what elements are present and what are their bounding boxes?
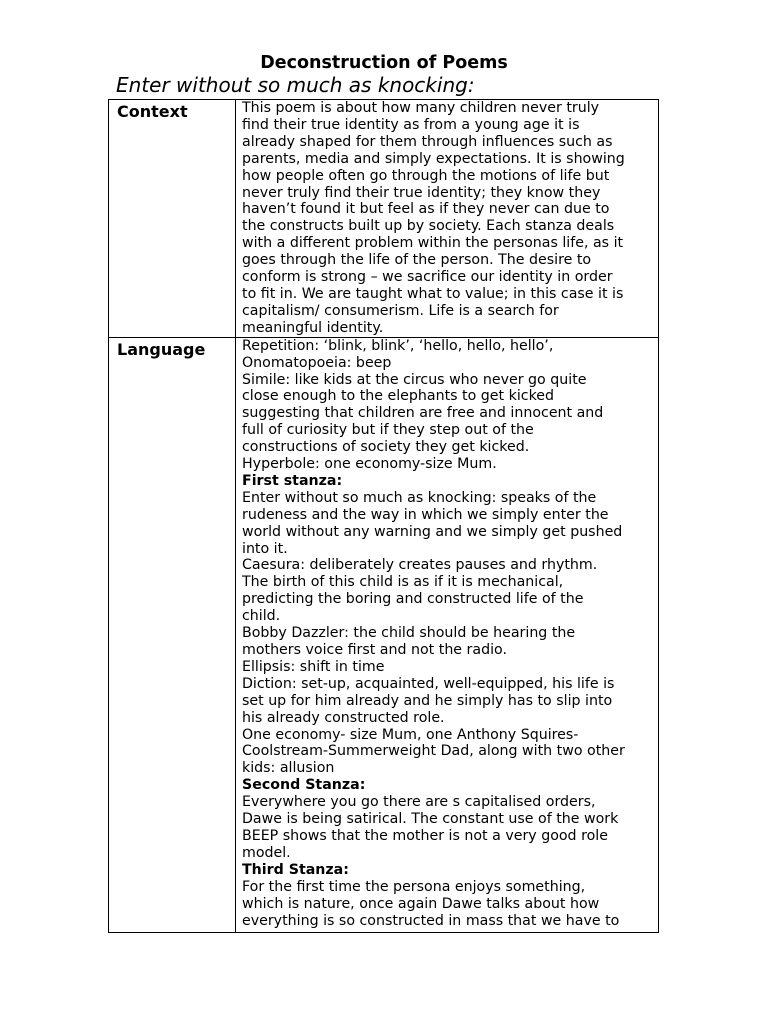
context-text-line: goes through the life of the person. The desire to [242,252,592,269]
language-text-line: his already constructed role. [242,709,445,726]
context-text-line: haven’t found it but feel as if they never can due to [242,201,610,218]
context-text-line: with a different problem within the personas life, as it [242,235,624,252]
poem-title: Enter without so much as knocking: [116,73,475,97]
language-text-line: Hyperbole: one economy-size Mum. [242,456,497,473]
language-text-line: child. [242,608,281,625]
language-text-line: full of curiosity but if they step out of the [242,422,534,439]
context-text-line: This poem is about how many children never truly [242,100,600,116]
language-subheading: Second Stanza: [242,777,366,794]
language-text-line: close enough to the elephants to get kicked [242,388,555,405]
language-text-line: Coolstream-Summerweight Dad, along with two other [242,743,625,760]
row-label-language: Language [109,337,236,932]
language-text-line: predicting the boring and constructed life of the [242,591,584,608]
table-row-context [109,100,659,338]
language-text-line: Simile: like kids at the circus who never go quite [242,371,587,388]
language-text-line: Ellipsis: shift in time [242,658,385,675]
context-text-line: capitalism/ consumerism. Life is a search for [242,302,559,319]
language-text-line: world without any warning and we simply get pushed [242,523,623,540]
language-text-line: For the first time the persona enjoys something, [242,878,586,895]
row-content-context [236,100,659,338]
context-text-line: find their true identity as from a young age it is [242,116,580,133]
language-text-line: constructions of society they get kicked. [242,439,530,456]
language-text-line: Caesura: deliberately creates pauses and rhythm. [242,557,598,574]
language-text-line: into it. [242,540,288,557]
context-text-line: meaningful identity. [242,319,384,336]
language-text-line: which is nature, once again Dawe talks about how [242,895,600,912]
context-text-line: how people often go through the motions of life but [242,167,610,184]
context-text-line: the constructs built up by society. Each stanza deals [242,218,615,235]
context-text-line: conform is strong – we sacrifice our identity in order [242,269,613,286]
language-text-line: rudeness and the way in which we simply enter the [242,506,609,523]
language-text-line: Everywhere you go there are s capitalised orders, [242,794,596,811]
row-label-context: Context [109,100,236,338]
language-text-line: set up for him already and he simply has to slip into [242,692,613,709]
language-text-line: Diction: set-up, acquainted, well-equipped, his life is [242,675,615,692]
context-text-line: never truly find their true identity; they know they [242,184,601,201]
language-text-line: everything is so constructed in mass that we have to [242,912,620,929]
language-text-line: One economy- size Mum, one Anthony Squires- [242,726,579,743]
language-text-line: Enter without so much as knocking: speaks of the [242,489,597,506]
language-text-line: model. [242,844,291,861]
language-subheading: Third Stanza: [242,861,349,878]
document-title: Deconstruction of Poems [260,53,508,73]
language-text-block [242,338,658,932]
row-content-language [236,337,659,932]
language-text-line: BEEP shows that the mother is not a very good role [242,827,608,844]
language-text-line: Bobby Dazzler: the child should be hearing the [242,625,576,642]
language-text-line: Onomatopoeia: beep [242,354,392,371]
deconstruction-table [108,99,659,933]
language-text-line: mothers voice first and not the radio. [242,642,507,658]
table-row-language [109,337,659,932]
language-text-line: Dawe is being satirical. The constant use of the work [242,811,619,828]
context-text-line: already shaped for them through influences such as [242,133,613,150]
language-text-line: kids: allusion [242,760,335,777]
language-subheading: First stanza: [242,472,343,489]
language-text-line: suggesting that children are free and innocent and [242,405,604,422]
language-text-line: Repetition: ‘blink, blink’, ‘hello, hello, hello’, [242,337,554,354]
language-text-line: The birth of this child is as if it is mechanical, [242,574,564,591]
context-text-block [242,100,658,337]
context-text-line: parents, media and simply expectations. It is showing [242,150,625,167]
context-text-line: to fit in. We are taught what to value; in this case it is [242,285,624,302]
